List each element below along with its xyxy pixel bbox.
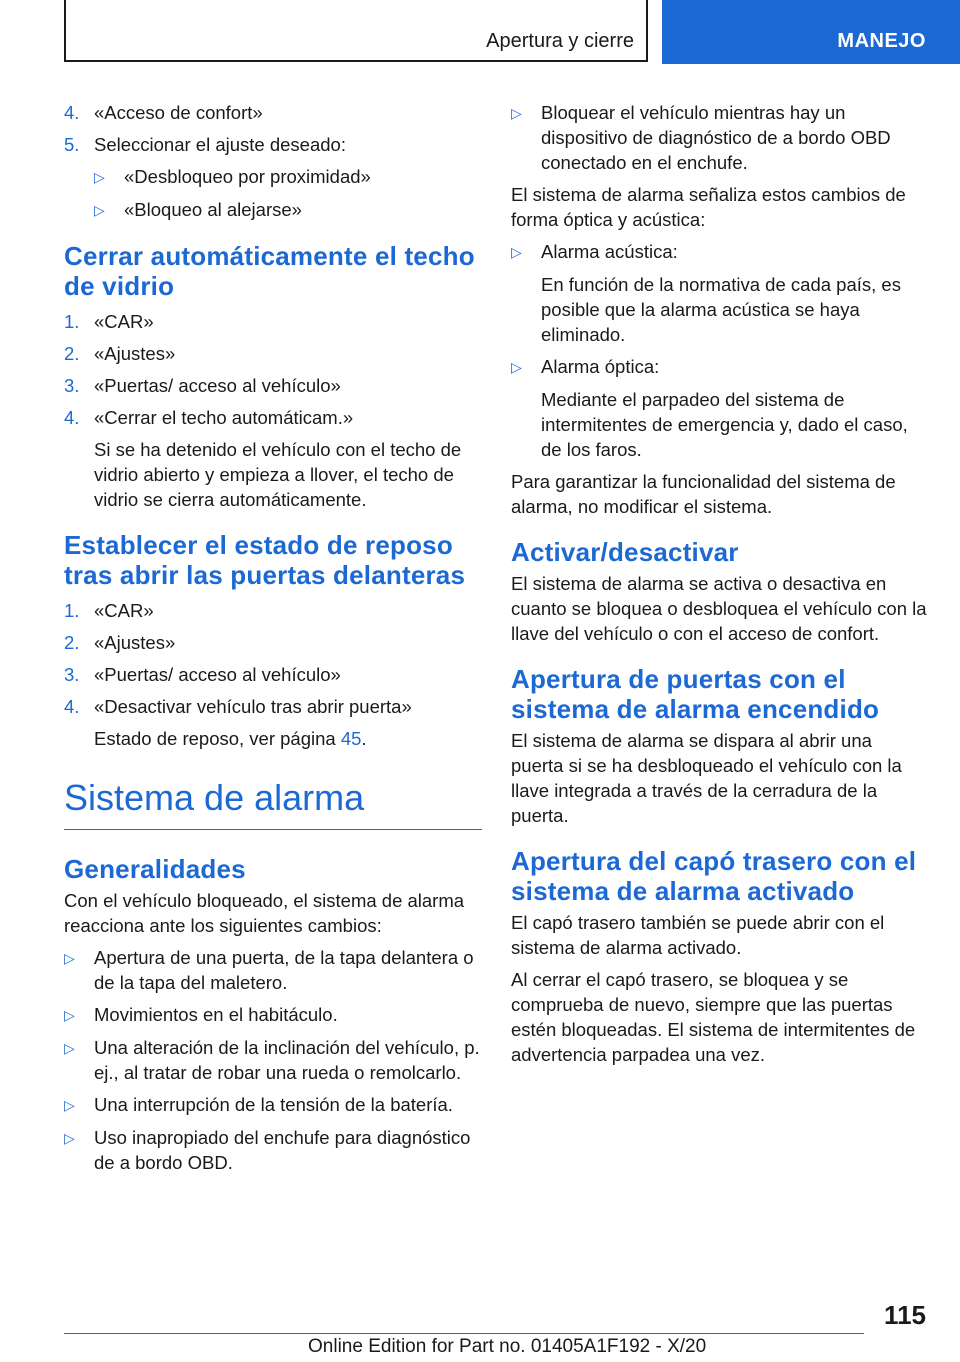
step-text: «Puertas/ acceso al vehículo» — [94, 375, 341, 396]
list-item — [64, 405, 482, 430]
senal-intro: El sistema de alarma señaliza estos cambios de forma óptica y acústica: — [511, 184, 906, 230]
step-note-end: . — [361, 728, 367, 749]
list-item — [64, 341, 482, 366]
list-item — [511, 354, 929, 380]
page-number: 115 — [884, 1300, 926, 1330]
sub-option-text: «Bloqueo al alejarse» — [124, 199, 302, 220]
list-item — [64, 373, 482, 398]
sub-option — [94, 164, 482, 190]
heading-activar: Activar/desactivar — [511, 537, 739, 567]
bullet-text: Una interrupción de la tensión de la batería. — [94, 1094, 453, 1115]
step-text: «Puertas/ acceso al vehículo» — [94, 664, 341, 685]
list-item — [64, 309, 482, 334]
step-number: 3. — [64, 664, 80, 685]
triangle-bullet-icon: ▷ — [64, 1130, 75, 1146]
step-number: 4. — [64, 102, 80, 123]
step-number: 4. — [64, 696, 80, 717]
page-link[interactable]: 45 — [340, 728, 362, 749]
footer-edition-text: Online Edition for Part no. 01405A1F192 - X/20 — [308, 1336, 707, 1357]
triangle-bullet-icon: ▷ — [64, 1040, 75, 1056]
bullet-description: Mediante el parpadeo del sistema de intermitentes de emergencia y, dado el caso, de los faros. — [541, 389, 908, 460]
triangle-bullet-icon: ▷ — [511, 105, 522, 121]
list-item — [511, 100, 929, 175]
sub-option — [94, 197, 482, 223]
list-item — [64, 662, 482, 687]
triangle-bullet-icon: ▷ — [511, 244, 522, 260]
triangle-bullet-icon: ▷ — [511, 359, 522, 375]
step-number: 4. — [64, 407, 80, 428]
step-text: «Desactivar vehículo tras abrir puerta» — [94, 696, 412, 717]
bullet-description: En función de la normativa de cada país, es posible que la alarma acústica se haya eliminado. — [541, 274, 901, 345]
list-item — [64, 1035, 482, 1085]
heading-techo: Cerrar automáticamente el techo de vidrio — [64, 241, 475, 301]
step-note-text: Estado de reposo, ver página — [94, 728, 341, 749]
bullet-text: Alarma acústica: — [541, 241, 678, 262]
heading-puertas: Apertura de puertas con el sistema de alarma encendido — [511, 664, 880, 724]
step-text: «CAR» — [94, 311, 154, 332]
list-item — [64, 694, 482, 719]
activar-text: El sistema de alarma se activa o desactiva en cuanto se bloquea o desbloquea el vehículo con la llave del vehículo o con el acceso de confort. — [511, 573, 927, 644]
puertas-text: El sistema de alarma se dispara al abrir una puerta si se ha desbloqueado el vehículo con la llave integrada a través de la cerradura de la puerta. — [511, 730, 902, 826]
step-number: 3. — [64, 375, 80, 396]
capo-text-1: El capó trasero también se puede abrir con el sistema de alarma activado. — [511, 912, 885, 958]
step-number: 1. — [64, 311, 80, 332]
generalidades-intro: Con el vehículo bloqueado, el sistema de alarma reacciona ante los siguientes cambios: — [64, 890, 465, 936]
list-item — [64, 132, 482, 157]
triangle-bullet-icon: ▷ — [94, 202, 105, 218]
chapter-tab-label: MANEJO — [837, 30, 926, 52]
step-number: 5. — [64, 134, 80, 155]
step-text: «CAR» — [94, 600, 154, 621]
step-text: «Ajustes» — [94, 343, 176, 364]
bullet-text: Una alteración de la inclinación del vehículo, p. ej., al tratar de robar una rueda o remolcarlo. — [94, 1037, 480, 1083]
right-column — [511, 100, 929, 1074]
list-item — [64, 598, 482, 623]
sub-option-text: «Desbloqueo por proximidad» — [124, 166, 371, 187]
heading-reposo: Establecer el estado de reposo tras abrir las puertas delanteras — [64, 530, 466, 590]
list-item — [64, 1002, 482, 1028]
list-item — [64, 1125, 482, 1175]
list-item — [64, 100, 482, 125]
list-item — [511, 239, 929, 265]
garantizar-text: Para garantizar la funcionalidad del sistema de alarma, no modificar el sistema. — [511, 471, 896, 517]
step-note — [94, 726, 482, 751]
step-number: 2. — [64, 343, 80, 364]
step-text: Seleccionar el ajuste deseado: — [94, 134, 346, 155]
triangle-bullet-icon: ▷ — [64, 950, 75, 966]
step-text: «Acceso de confort» — [94, 102, 263, 123]
heading-generalidades: Generalidades — [64, 854, 246, 884]
heading-sistema-alarma: Sistema de alarma — [64, 777, 482, 830]
triangle-bullet-icon: ▷ — [64, 1097, 75, 1113]
bullet-text: Apertura de una puerta, de la tapa delantera o de la tapa del maletero. — [94, 947, 474, 993]
step-text: «Ajustes» — [94, 632, 176, 653]
capo-text-2: Al cerrar el capó trasero, se bloquea y se comprueba de nuevo, siempre que las puertas estén bloqueadas. El sistema de intermitentes de advertencia parpadea una vez. — [511, 969, 916, 1065]
list-item — [64, 630, 482, 655]
step-number: 1. — [64, 600, 80, 621]
triangle-bullet-icon: ▷ — [94, 169, 105, 185]
left-column — [64, 100, 482, 1182]
bullet-text: Uso inapropiado del enchufe para diagnóstico de a bordo OBD. — [94, 1127, 471, 1173]
heading-capo: Apertura del capó trasero con el sistema de alarma activado — [511, 846, 917, 906]
step-number: 2. — [64, 632, 80, 653]
triangle-bullet-icon: ▷ — [64, 1007, 75, 1023]
list-item — [64, 945, 482, 995]
list-item — [64, 1092, 482, 1118]
bullet-text: Alarma óptica: — [541, 356, 660, 377]
bullet-text: Bloquear el vehículo mientras hay un dispositivo de diagnóstico de a bordo OBD conectado en el enchufe. — [541, 102, 891, 173]
bullet-text: Movimientos en el habitáculo. — [94, 1004, 338, 1025]
chapter-tab — [662, 0, 960, 64]
section-title: Apertura y cierre — [486, 30, 634, 52]
step-note: Si se ha detenido el vehículo con el techo de vidrio abierto y empieza a llover, el techo de vidrio se cierra automáticamente. — [94, 439, 462, 510]
step-text: «Cerrar el techo automáticam.» — [94, 407, 354, 428]
